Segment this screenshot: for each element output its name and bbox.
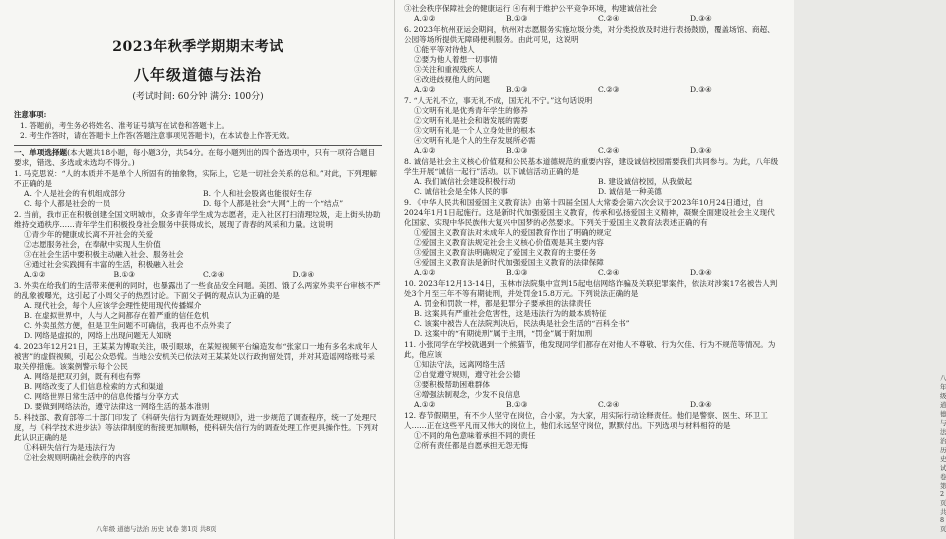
question-statement: ①能平等对待他人 (414, 45, 475, 54)
answer-options (404, 400, 782, 410)
answer-option: D. 诚信是一种美德 (598, 187, 662, 196)
exam-title: 2023年秋季学期期末考试 (112, 39, 284, 55)
section-title: 一、单项选择题 (14, 147, 68, 157)
left-column (14, 0, 382, 539)
question-statement: ④改进歧视他人的问题 (414, 75, 490, 84)
question-stem: 12. 春节假期里，有不少人坚守在岗位，合小家，为大家，用实际行动诠释责任。他们是警察、医生、环卫工人……正在这些平凡而又伟大的岗位上，他们永远坚守岗位，默默付出。下列选项与材料相符的是 (404, 411, 768, 430)
question (14, 342, 382, 412)
question-statement: ③爱国主义教育法明确规定了爱国主义教育的主要任务 (414, 248, 597, 257)
question-stem: 6. 2023年杭州亚运会期间，杭州对志愿服务实施垃圾分类，对分类投放及时进行表扬鼓励，覆盖场馆、商超、公园等场所提供无障碍便利服务。由此可见，这说明 (404, 25, 775, 44)
question-statement: ②自觉遵守规则，遵守社会公德 (414, 370, 521, 379)
answer-option: C. 网络世界日常生活中的信息传播与分享方式 (24, 391, 179, 401)
question-statement: ①知法守法，远离网络生活 (414, 360, 506, 369)
answer-option: C. 每个人都是社会的一员 (24, 198, 111, 208)
question-statement: ②所有责任都是自愿承担无怨无悔 (414, 441, 528, 450)
question (14, 169, 382, 209)
answer-option: C.②③ (598, 85, 620, 94)
answer-options (404, 268, 782, 278)
exam-time-score: (考试时间: 60分钟 满分: 100分) (132, 92, 264, 102)
answer-option: D. 要做到网络法治，遵守法律这一网络生活的基本准则 (24, 401, 210, 411)
answer-option: B. 建设诚信校园，从我做起 (598, 177, 692, 186)
answer-options (404, 85, 782, 95)
question-statement: ④文明有礼是个人的生存发展所必需 (414, 136, 536, 145)
answer-option: A. 网络是把双刃剑，既有利也有弊 (24, 371, 141, 381)
answer-option: B.①③ (506, 268, 528, 277)
question-stem: 11. 小张同学在学校就遇到一个熊猫节，他发现同学们都存在对他人不尊敬、行为欠佳、行为不规范等情况。为此，他应该 (404, 340, 776, 359)
question (404, 96, 782, 156)
answer-options (404, 146, 782, 156)
question-statement: ①不同的角色意味着承担不同的责任 (414, 431, 536, 440)
question-stem: 4. 2023年12月21日，王某某为博取关注，吸引眼球，在某短视频平台编造发布“张家口一地有多名未成年人被害”的虚假视频，引起公众恐慌。当地公安机关已依法对王某某处以行政拘留处罚，并对其造谣网络账号采取关停措施。该案例警示每个公民 (14, 341, 378, 371)
answer-option: A.①② (414, 146, 436, 155)
question-stem: 3. 外卖在给我们的生活带来便利的同时，也暴露出了一些食品安全问题。美团、饿了么两家外卖平台审核不严的乱象被曝光，这引起了小周父子的热烈讨论。下面父子俩的观点认为正确的是 (14, 280, 381, 300)
question-statement: ③在社会生活中要积极主动融入社会、服务社会 (24, 249, 184, 259)
question (14, 413, 382, 463)
answer-option: A. 罚金和罚款一样，都是犯罪分子要承担的法律责任 (414, 299, 592, 308)
answer-option: A.①② (414, 85, 436, 94)
answer-option: C.②④ (598, 14, 620, 23)
page-footer: 八年级 道德与法治 历史 试卷 第1页 共8页 (96, 525, 217, 533)
answer-option: A.①② (414, 400, 436, 409)
question-stem: 1. 马克思说：“人的本质并不是单个人所固有的抽象物，实际上，它是一切社会关系的总和。”对此，下列理解不正确的是 (14, 168, 377, 188)
column-divider (394, 0, 395, 539)
answer-option: B. 个人和社会股离也能很好生存 (203, 188, 313, 198)
question-statement: ②爱国主义教育法规定社会主义核心价值观是其主要内容 (414, 238, 604, 247)
answer-option: D.③④ (690, 146, 712, 155)
exam-header (14, 0, 382, 102)
question-stem: 2. 当前，我市正在积极创建全国文明城市，众多青年学生成为志愿者，走入社区打扫清理垃圾，走上街头协助维持交通秩序……青年学生们积极投身社会服务中获得成长，展现了青春的风采和力量。这说明 (14, 209, 381, 229)
section-heading (14, 148, 382, 168)
answer-options (404, 177, 782, 197)
question-statement: ①科研失信行为是违法行为 (24, 442, 116, 452)
question-list (14, 169, 382, 463)
answer-option: D.③④ (292, 269, 315, 279)
question-list (404, 4, 782, 451)
exam-notes (14, 110, 382, 142)
question-statement: ④通过社会实践拥有丰富的生活，积极融入社会 (24, 259, 184, 269)
answer-option: A. 现代社会，每个人应该学会理性使用现代传播媒介 (24, 300, 202, 310)
question-stem: ③社会秩序保障社会的健康运行 ④有利于维护公平竞争环境，构建诚信社会 (404, 4, 658, 13)
answer-option: B.①③ (506, 14, 528, 23)
question (404, 279, 782, 339)
question-stem: 8. 诚信是社会主义核心价值观和公民基本道德规范的重要内容，建设诚信校园需要我们共同参与。为此，八年级学生开展“诚信一起行”活动。以下诚信活动正确的是 (404, 157, 779, 176)
answer-option: C.②④ (203, 269, 225, 279)
answer-option: B.①③ (506, 146, 528, 155)
question-statement: ③文明有礼是一个人立身处世的根本 (414, 126, 536, 135)
notes-title: 注意事项: (14, 110, 47, 119)
answer-option: D.③④ (690, 268, 712, 277)
answer-options (404, 299, 782, 339)
question-statement: ③关注和重视残疾人 (414, 65, 483, 74)
answer-option: B.①③ (113, 269, 136, 279)
question-statement: ③要积极帮助困难群体 (414, 380, 490, 389)
answer-option: D. 这案中的“有期徒刑”属于主刑，“罚金”属于附加刑 (414, 329, 593, 338)
answer-option: B. 在虚拟世界中，人与人之间都存在着严重的信任危机 (24, 310, 210, 320)
answer-option: C.②④ (598, 400, 620, 409)
answer-options (14, 301, 382, 341)
question-statement: ②要为他人着想一切事情 (414, 55, 498, 64)
answer-option: B. 这案具有严重社会危害性，这是违法行为的最本质特征 (414, 309, 607, 318)
answer-option: C. 外卖虽然方便，但是卫生问题不可确信，我再也不点外卖了 (24, 320, 232, 330)
question-statement: ①文明有礼是优秀青年学生的修养 (414, 106, 528, 115)
answer-option: D.③④ (690, 85, 712, 94)
answer-option: D.③④ (690, 14, 712, 23)
answer-option: C.②④ (598, 146, 620, 155)
section-description: (本大题共18小题，每小题3分，共54分。在每小题列出的四个备选项中，只有一项符合题目要求，错选、多选或未选均不得分。) (14, 147, 376, 167)
question-stem: 7. “人无礼不立，事无礼不成，国无礼不宁。”这句话说明 (404, 96, 593, 105)
question-statement: ②文明有礼是社会和谐发展的需要 (414, 116, 528, 125)
question-stem: 10. 2023年12月13-14日，玉林市法院集中宣判15起电信网络诈骗及关联犯罪案件，依法对涉案17名被告人判处3个月至三年不等有期徒刑，并处罚金15.8万元。下列说法正确的是 (404, 279, 778, 298)
answer-option: B. 网络改变了人们信息检索的方式和渠道 (24, 381, 164, 391)
question (14, 210, 382, 280)
question (404, 198, 782, 278)
question-statement: ②社会规则明确社会秩序的内容 (24, 452, 131, 462)
answer-option: C. 诚信社会是全体人民的事 (414, 187, 508, 196)
answer-options (14, 189, 382, 209)
question-statement: ②志愿服务社会，在奉献中实现人生价值 (24, 239, 161, 249)
answer-options (404, 14, 782, 24)
answer-options (14, 270, 382, 280)
answer-option: A.①② (414, 14, 436, 23)
right-column (404, 0, 946, 539)
answer-option: B.①③ (506, 400, 528, 409)
question (404, 4, 782, 24)
question (404, 340, 782, 410)
answer-option: B.①③ (506, 85, 528, 94)
question-statement: ①青少年的健康成长离不开社会的关爱 (24, 229, 154, 239)
question-stem: 5. 科技部、教育部等二十部门印发了《科研失信行为调查处理规则》，进一步规范了调查程序，统一了处理尺度，与《科学技术进步法》等法律制度的衔接更加顺畅，使科研失信行为的调查处理工作更具操作性。下列对此认识正确的是 (14, 412, 379, 442)
question-statement: ④增强法制观念，少发不良信息 (414, 390, 521, 399)
exam-subject: 八年级道德与法治 (133, 66, 262, 84)
answer-option: D. 每个人都是社会“大网”上的一个“结点” (203, 198, 344, 208)
answer-option: A. 个人是社会的有机组成部分 (24, 188, 126, 198)
question (404, 25, 782, 95)
question (14, 281, 382, 341)
answer-option: C.②④ (598, 268, 620, 277)
question (404, 157, 782, 197)
notes-item: 1. 答题前，考生务必将姓名、准考证号填写在试卷和答题卡上。 (20, 120, 229, 130)
answer-option: A. 我们诚信社会建设积极行动 (414, 177, 516, 186)
answer-option: C. 该案中被告人在法院判决后，民法典是社会生活的“百科全书” (414, 319, 630, 328)
answer-option: D.③④ (690, 400, 712, 409)
answer-option: D. 网络是虚拟的，网络上出现问题无人知晓 (24, 330, 172, 340)
question-statement: ④爱国主义教育法是新时代加强爱国主义教育的法律保障 (414, 258, 604, 267)
question-stem: 9. 《中华人民共和国爱国主义教育法》由第十四届全国人大常委会第六次会议于2023年10月24日通过，自2024年1月1日起施行。这是新时代加强爱国主义教育，传承和弘扬爱国主义精神，凝聚全面建设社会主义现代化国家、实现中华民族伟大复兴中国梦的必然要求。下列关于爱国主义教育法表述正确的有 (404, 198, 775, 227)
answer-option: A.①② (414, 268, 436, 277)
answer-options (14, 372, 382, 412)
question (404, 411, 782, 451)
question-statement: ①爱国主义教育法对未成年人的爱国教育作出了明确的规定 (414, 228, 612, 237)
page-footer: 八年级 道德与法治 历史 试卷 第2页 共8页 (940, 374, 946, 533)
notes-item: 2. 考生作答时，请在答题卡上作答(答题注意事项见答题卡)，在本试卷上作答无效。 (20, 131, 294, 140)
header-rule (14, 145, 382, 146)
answer-option: A.①② (24, 269, 46, 279)
